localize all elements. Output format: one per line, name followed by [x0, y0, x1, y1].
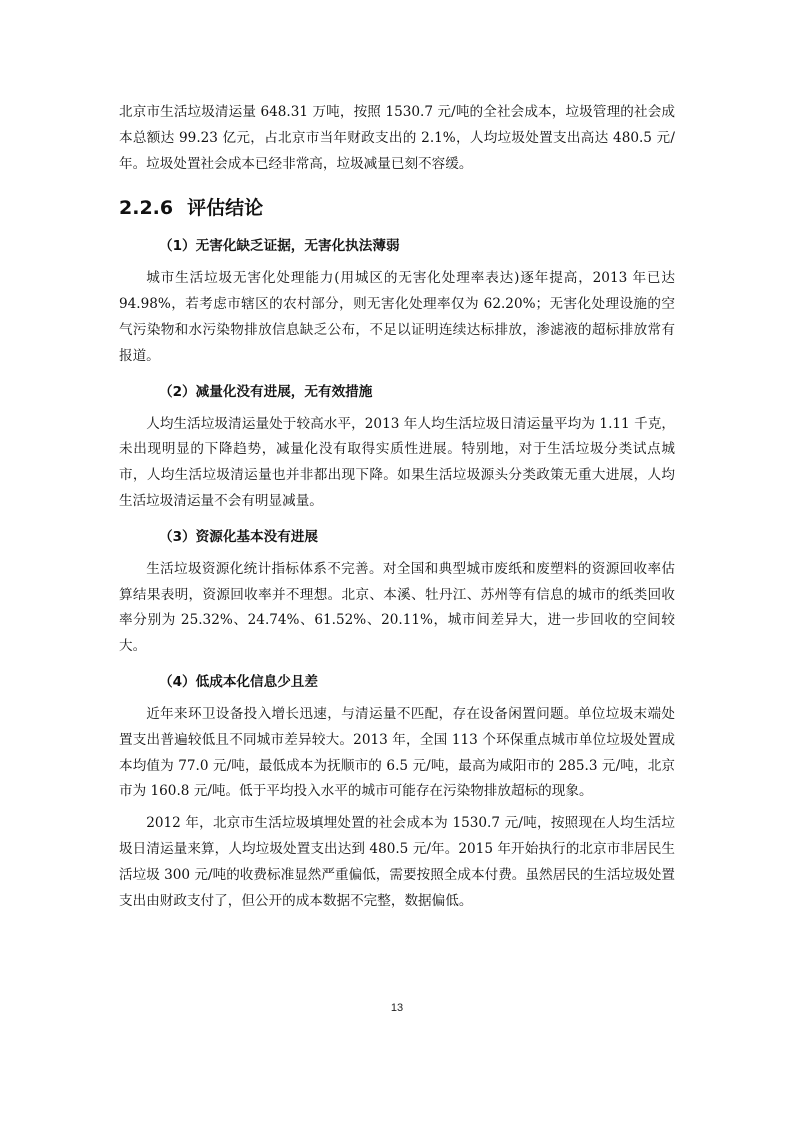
section-number: 2.2.6	[119, 197, 174, 220]
subsection-heading-1: （1）无害化缺乏证据，无害化执法薄弱	[159, 238, 400, 255]
subsection-1-paragraph: 城市生活垃圾无害化处理能力(用城区的无害化处理率表达)逐年提高，2013 年已达 94.98%，若考虑市辖区的农村部分，则无害化处理率仅为 62.20%；无害化处理设施的空气污染物和水污染物排放信息缺乏公布，不足以证明连续达标排放，渗滤液的超标排放常有报道。	[119, 270, 675, 364]
subsection-4-paragraph-1: 近年来环卫设备投入增长迅速，与清运量不匹配，存在设备闲置问题。单位垃圾末端处置支出普遍较低且不同城市差异较大。2013 年，全国 113 个环保重点城市单位垃圾处置成本均值为 77.0 元/吨，最低成本为抚顺市的 6.5 元/吨，最高为咸阳市的 285.3 元/吨，北京市为 160.8 元/吨。低于平均投入水平的城市可能存在污染物排放超标的现象。	[119, 705, 675, 800]
subsection-heading-3: （3）资源化基本没有进展	[159, 528, 318, 545]
subsection-3-paragraph: 生活垃圾资源化统计指标体系不完善。对全国和典型城市废纸和废塑料的资源回收率估算结果表明，资源回收率并不理想。北京、本溪、牡丹江、苏州等有信息的城市的纸类回收率分别为 25.32%、24.74%、61.52%、20.11%，城市间差异大，进一步回收的空间较大。	[119, 560, 675, 655]
section-heading	[119, 193, 675, 223]
page-content	[119, 100, 675, 914]
subsection-2-paragraph: 人均生活垃圾清运量处于较高水平，2013 年人均生活垃圾日清运量平均为 1.11 千克，未出现明显的下降趋势，减量化没有取得实质性进展。特别地，对于生活垃圾分类试点城市，人均生活垃圾清运量也并非都出现下降。如果生活垃圾源头分类政策无重大进展，人均生活垃圾清运量不会有明显减量。	[119, 415, 675, 509]
page-number: 13	[390, 1002, 404, 1014]
subsection-heading-2: （2）减量化没有进展，无有效措施	[159, 383, 373, 400]
intro-paragraph: 北京市生活垃圾清运量 648.31 万吨，按照 1530.7 元/吨的全社会成本，垃圾管理的社会成本总额达 99.23 亿元，占北京市当年财政支出的 2.1%，人均垃圾处置支出高达 480.5 元/年。垃圾处置社会成本已经非常高，垃圾减量已刻不容缓。	[119, 104, 675, 172]
subsection-heading-4: （4）低成本化信息少且差	[159, 673, 318, 690]
subsection-4-paragraph-2: 2012 年，北京市生活垃圾填埋处置的社会成本为 1530.7 元/吨，按照现在人均生活垃圾日清运量来算，人均垃圾处置支出达到 480.5 元/年。2015 年开始执行的北京市非居民生活垃圾 300 元/吨的收费标准显然严重偏低，需要按照全成本付费。虽然居民的生活垃圾处置支出由财政支付了，但公开的成本数据不完整，数据偏低。	[119, 815, 675, 909]
section-title: 评估结论	[187, 197, 264, 220]
